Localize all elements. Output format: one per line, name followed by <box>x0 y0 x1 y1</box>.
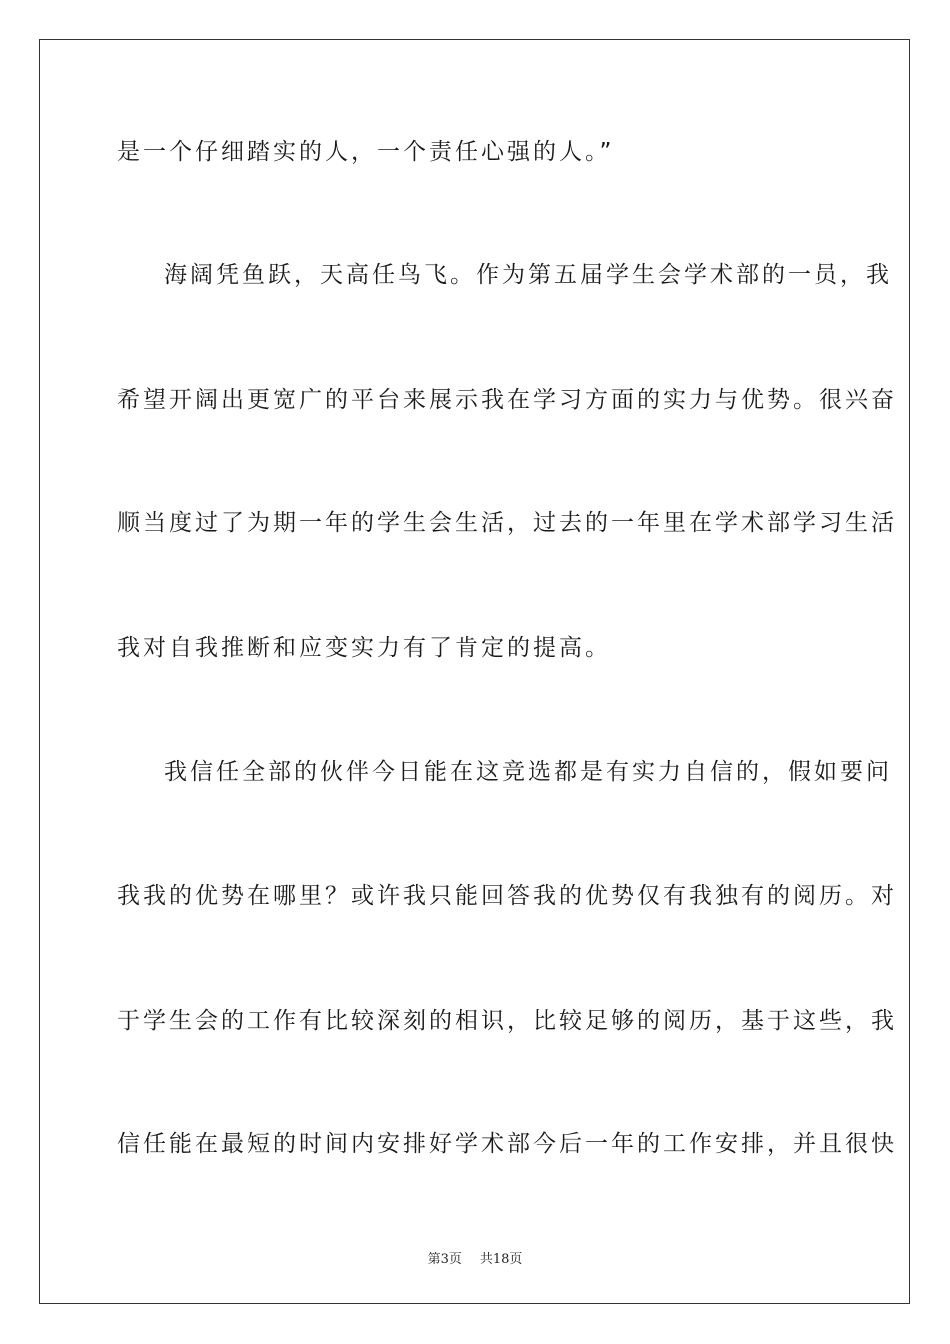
page-total: 共18页 <box>479 1252 523 1267</box>
text-line: 我对自我推断和应变实力有了肯定的提高。 <box>117 635 611 661</box>
page-footer <box>0 1248 950 1267</box>
text-line: 顺当度过了为期一年的学生会生活，过去的一年里在学术部学习生活 <box>117 510 897 536</box>
paragraph-first-line: 海阔凭鱼跃，天高任鸟飞。作为第五届学生会学术部的一员，我 <box>164 262 892 288</box>
text-line: 希望开阔出更宽广的平台来展示我在学习方面的实力与优势。很兴奋 <box>117 387 897 413</box>
page-number: 第3页 <box>427 1252 462 1267</box>
text-line: 是一个仔细踏实的人，一个责任心强的人。” <box>117 139 615 165</box>
text-line: 于学生会的工作有比较深刻的相识，比较足够的阅历，基于这些，我 <box>117 1008 897 1034</box>
text-line: 信任能在最短的时间内安排好学术部今后一年的工作安排，并且很快 <box>117 1131 897 1157</box>
paragraph-first-line: 我信任全部的伙伴今日能在这竞选都是有实力自信的，假如要问 <box>164 759 892 785</box>
text-line: 我我的优势在哪里？或许我只能回答我的优势仅有我独有的阅历。对 <box>117 883 897 909</box>
page-frame <box>39 39 910 1304</box>
